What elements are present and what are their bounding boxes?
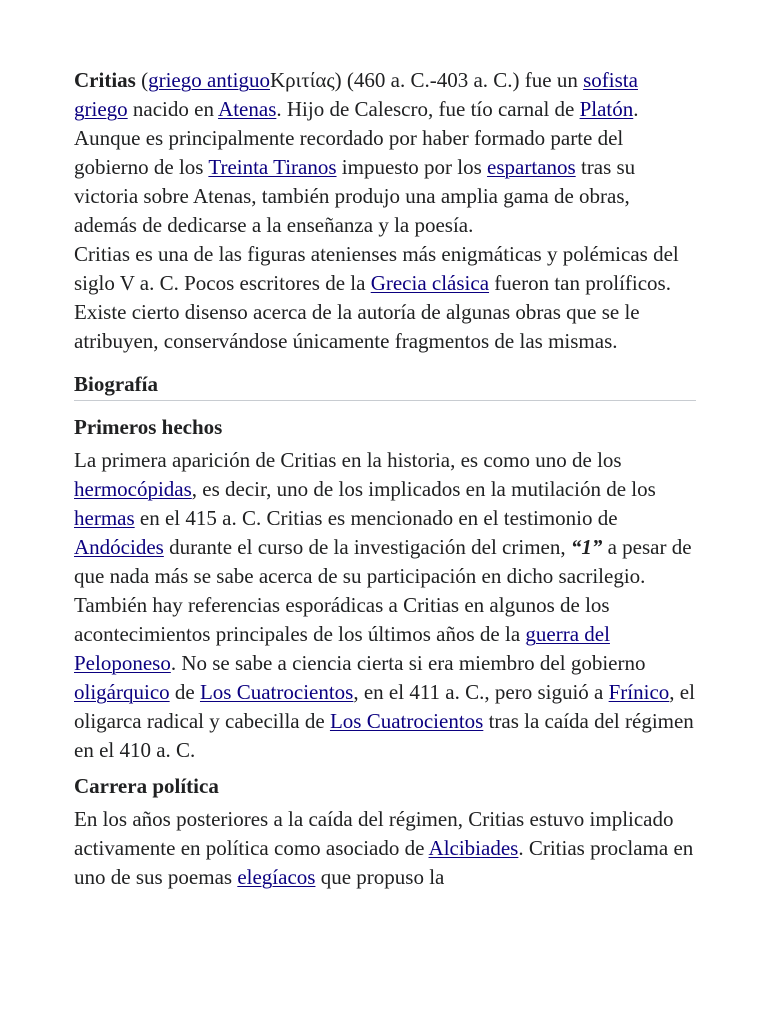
article-body	[74, 66, 696, 892]
link-griego[interactable]: griego	[74, 97, 128, 121]
intro-paragraph-2: Aunque es principalmente recordado por haber formado parte del gobierno de los Treinta Tiranos impuesto por los espartanos tras su victoria sobre Atenas, también produjo una amplia gama de obras, además de dedicarse a la enseñanza y la poesía.	[74, 126, 636, 237]
link-griego-antiguo[interactable]: griego antiguo	[148, 68, 270, 92]
intro-paragraph-1: Critias (griego antiguoΚριτίας) (460 a. C.-403 a. C.) fue un sofista griego nacido en Atenas. Hijo de Calescro, fue tío carnal de Platón.	[74, 68, 639, 121]
link-frinico[interactable]: Frínico	[608, 680, 670, 704]
link-platon[interactable]: Platón	[579, 97, 634, 121]
link-treinta-tiranos[interactable]: Treinta Tiranos	[208, 155, 337, 179]
link-espartanos[interactable]: espartanos	[487, 155, 576, 179]
paragraph-carrera-politica: En los años posteriores a la caída del régimen, Critias estuvo implicado activamente en política como asociado de Alcibiades. Critias proclama en uno de sus poemas elegíacos que propuso la	[74, 807, 694, 889]
subsection-heading-primeros-hechos: Primeros hechos	[74, 415, 223, 439]
intro-paragraph-3: Critias es una de las figuras atenienses más enigmáticas y polémicas del siglo V a. C. Pocos escritores de la Grecia clásica fueron tan prolíficos. Existe cierto disenso acerca de la autoría de algunas obras que se le atribuyen, conservándose únicamente fragmentos de las mismas.	[74, 242, 679, 353]
section-heading-biografia: Biografía	[74, 370, 696, 401]
link-los-cuatrocientos-2[interactable]: Los Cuatrocientos	[329, 709, 484, 733]
link-los-cuatrocientos[interactable]: Los Cuatrocientos	[199, 680, 354, 704]
link-grecia-clasica[interactable]: Grecia clásica	[370, 271, 490, 295]
paragraph-primeros-hechos: La primera aparición de Critias en la historia, es como uno de los hermocópidas, es decir, uno de los implicados en la mutilación de los hermas en el 415 a. C. Critias es mencionado en el testimonio de Andócides durante el curso de la investigación del crimen, “1” a pesar de que nada más se sabe acerca de su participación en dicho sacrilegio. También hay referencias esporádicas a Critias en algunos de los acontecimientos principales de los últimos años de la guerra del Peloponeso. No se sabe a ciencia cierta si era miembro del gobierno oligárquico de Los Cuatrocientos, en el 411 a. C., pero siguió a Frínico, el oligarca radical y cabecilla de Los Cuatrocientos tras la caída del régimen en el 410 a. C.	[74, 448, 695, 762]
link-hermocopidas[interactable]: hermocópidas	[74, 477, 192, 501]
greek-name: Κριτίας	[269, 68, 335, 92]
link-hermas[interactable]: hermas	[74, 506, 135, 530]
link-atenas[interactable]: Atenas	[218, 97, 277, 121]
link-guerra-del-peloponeso[interactable]: guerra del Peloponeso	[74, 622, 610, 675]
subsection-heading-carrera-politica: Carrera política	[74, 774, 219, 798]
article-subject: Critias	[74, 68, 136, 92]
link-sofista[interactable]: sofista	[583, 68, 638, 92]
link-elegiacos[interactable]: elegíacos	[237, 865, 316, 889]
reference-marker: “1”	[570, 535, 603, 559]
link-alcibiades[interactable]: Alcibiades	[428, 836, 519, 860]
link-oligarquico[interactable]: oligárquico	[74, 680, 170, 704]
link-andocides[interactable]: Andócides	[74, 535, 164, 559]
